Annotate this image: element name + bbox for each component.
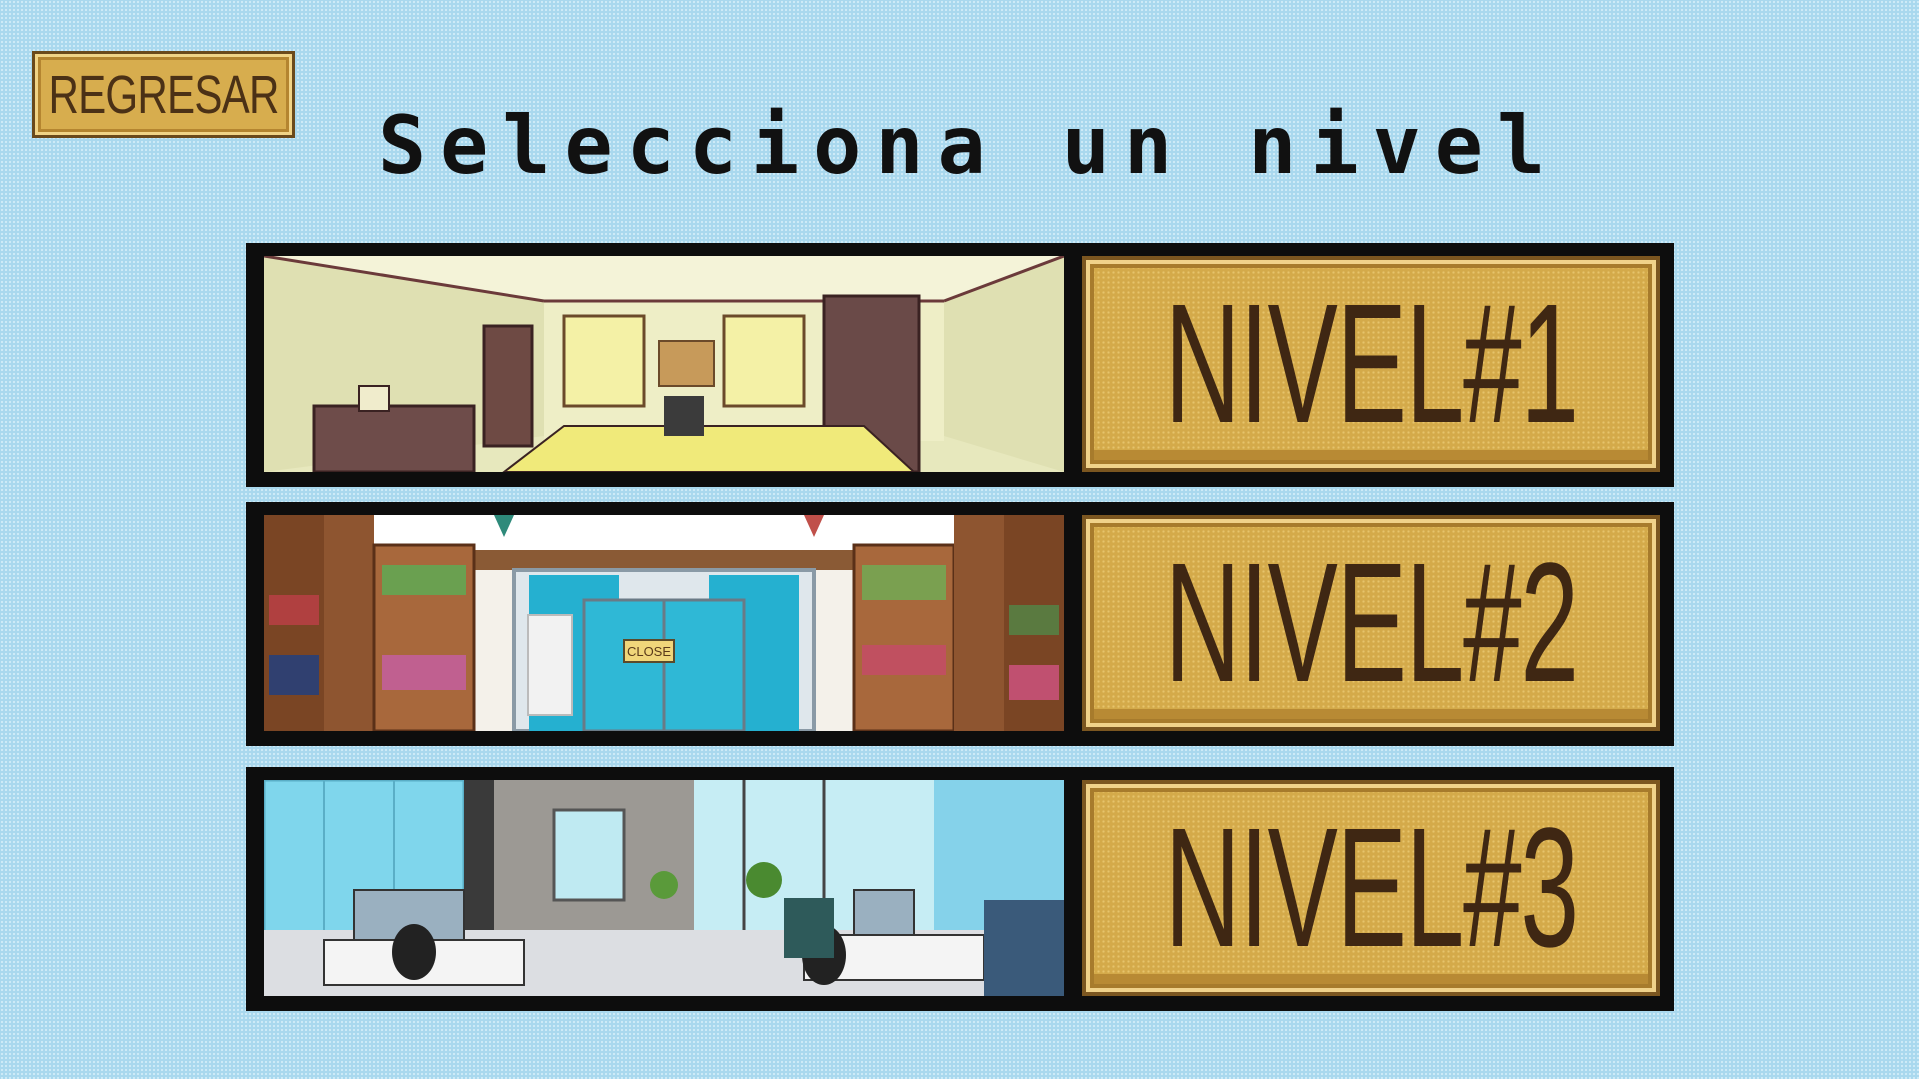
level-3-label: NIVEL#3 [1164,793,1578,983]
level-row-2 [246,502,1674,746]
level-1-button[interactable] [1082,256,1660,472]
bedroom-scene-image [264,256,1064,472]
page-title: Selecciona un nivel [378,99,1560,192]
level-2-button[interactable] [1082,515,1660,731]
library-scene-image [264,515,1064,731]
back-button[interactable] [32,51,295,138]
back-button-label: REGRESAR [48,64,279,125]
level-row-3 [246,767,1674,1011]
level-1-label: NIVEL#1 [1164,269,1578,459]
level-3-button[interactable] [1082,780,1660,996]
level-2-label: NIVEL#2 [1164,528,1578,718]
office-scene-image [264,780,1064,996]
door-sign: CLOSE [626,644,672,659]
level-row-1 [246,243,1674,487]
level-2-preview[interactable] [264,515,1064,731]
level-3-preview[interactable] [264,780,1064,996]
level-1-preview[interactable] [264,256,1064,472]
